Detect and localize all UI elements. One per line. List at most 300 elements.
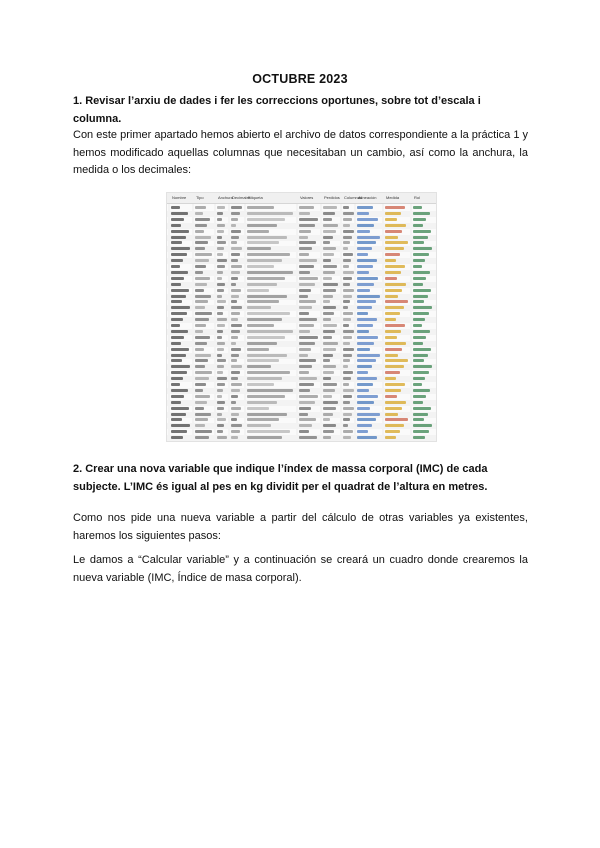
table-cell [231,218,238,221]
table-cell [357,318,377,321]
table-cell [247,407,269,410]
table-cell [247,247,271,250]
table-cell [357,253,368,256]
table-cell [217,336,222,339]
table-cell [217,401,225,404]
table-cell [247,401,277,404]
table-cell [247,342,277,345]
table-cell [247,324,274,327]
table-cell [323,295,333,298]
table-cell [171,265,180,268]
table-cell [171,324,180,327]
table-cell [217,407,224,410]
table-cell [247,230,269,233]
table-cell [195,413,211,416]
table-cell [217,318,227,321]
table-cell [323,271,335,274]
table-cell [357,330,369,333]
table-cell [247,206,274,209]
table-cell [385,436,396,439]
table-cell [195,436,209,439]
table-cell [323,212,335,215]
table-cell [231,300,237,303]
table-cell [299,401,315,404]
table-cell [195,401,207,404]
table-cell [171,342,181,345]
table-cell [231,336,238,339]
table-cell [247,289,269,292]
table-cell [343,336,352,339]
table-cell [299,224,315,227]
table-cell [231,265,242,268]
table-cell [247,330,293,333]
table-cell [343,407,354,410]
table-cell [171,312,187,315]
table-cell [385,253,400,256]
table-cell [231,430,240,433]
table-cell [385,371,400,374]
table-cell [195,289,204,292]
table-cell [171,271,188,274]
table-cell [231,359,237,362]
column-header: Valores [300,195,314,200]
table-cell [171,371,187,374]
table-cell [385,359,408,362]
table-cell [323,253,334,256]
table-cell [299,430,309,433]
table-cell [323,377,331,380]
table-cell [413,300,424,303]
table-cell [195,354,211,357]
table-cell [343,395,352,398]
table-cell [385,424,404,427]
table-cell [343,206,349,209]
table-cell [171,383,180,386]
column-header: Nombre [172,195,187,200]
table-cell [385,407,402,410]
table-cell [247,418,279,421]
table-cell [385,389,401,392]
table-cell [413,383,422,386]
page-title: OCTUBRE 2023 [252,72,348,86]
table-cell [217,295,222,298]
table-cell [343,247,348,250]
table-cell [247,295,287,298]
table-cell [195,395,210,398]
table-cell [413,424,432,427]
table-cell [299,300,316,303]
table-cell [323,389,335,392]
table-cell [217,348,224,351]
table-cell [413,330,430,333]
table-cell [413,354,428,357]
table-cell [323,365,336,368]
table-cell [413,295,428,298]
table-cell [231,230,241,233]
table-cell [299,306,312,309]
table-cell [195,389,203,392]
table-cell [323,371,334,374]
table-cell [231,224,236,227]
table-cell [195,283,207,286]
table-cell [231,418,237,421]
table-cell [217,253,223,256]
table-cell [299,407,311,410]
table-cell [247,236,287,239]
table-cell [217,359,226,362]
column-header: Decimales [232,195,251,200]
column-header: Etiqueta [248,195,263,200]
table-cell [299,206,314,209]
table-cell [171,336,184,339]
table-cell [413,407,431,410]
table-cell [195,371,212,374]
table-cell [195,383,206,386]
table-cell [195,295,211,298]
table-cell [247,224,277,227]
table-cell [171,401,181,404]
table-cell [171,359,182,362]
table-cell [357,324,373,327]
table-cell [299,265,314,268]
column-header: Tipo [196,195,204,200]
table-cell [217,389,223,392]
table-cell [385,318,396,321]
column-header: Medida [386,195,400,200]
table-cell [357,342,374,345]
table-cell [413,230,431,233]
table-cell [247,218,285,221]
table-cell [299,289,311,292]
table-cell [323,336,332,339]
table-cell [171,377,183,380]
table-cell [343,413,352,416]
table-row [167,435,436,441]
table-cell [247,318,282,321]
table-cell [343,312,353,315]
table-cell [171,277,184,280]
table-cell [171,413,186,416]
table-cell [385,300,408,303]
table-cell [247,265,274,268]
table-cell [247,430,290,433]
table-cell [247,359,279,362]
table-cell [247,395,285,398]
table-cell [357,436,377,439]
table-cell [343,289,354,292]
table-cell [231,371,240,374]
table-cell [171,253,187,256]
table-cell [323,306,336,309]
table-cell [247,365,271,368]
table-cell [171,283,181,286]
table-cell [171,318,183,321]
table-cell [357,336,378,339]
table-cell [323,218,332,221]
table-cell [299,389,310,392]
table-cell [299,330,310,333]
table-cell [343,224,350,227]
table-cell [357,300,376,303]
table-cell [171,407,189,410]
table-cell [343,265,349,268]
table-cell [413,259,425,262]
table-cell [195,236,211,239]
table-cell [299,359,316,362]
table-cell [413,318,425,321]
table-cell [323,342,338,345]
table-cell [247,271,293,274]
table-cell [357,312,368,315]
table-cell [195,324,206,327]
table-cell [385,295,398,298]
table-cell [357,271,369,274]
table-cell [231,259,238,262]
table-cell [323,401,338,404]
table-cell [413,359,424,362]
table-cell [413,348,431,351]
table-cell [357,413,380,416]
table-cell [247,259,282,262]
table-cell [247,413,287,416]
table-cell [195,330,203,333]
table-cell [195,312,212,315]
table-cell [217,300,226,303]
table-cell [323,277,332,280]
table-cell [195,230,204,233]
table-cell [343,418,350,421]
table-cell [357,365,372,368]
table-cell [231,283,236,286]
table-cell [323,224,338,227]
table-cell [247,336,285,339]
table-cell [343,354,352,357]
table-cell [195,306,205,309]
table-cell [343,283,350,286]
table-cell [231,277,238,280]
table-cell [385,312,400,315]
table-cell [299,212,310,215]
table-cell [217,330,223,333]
table-cell [323,312,334,315]
table-cell [357,377,377,380]
table-cell [247,377,282,380]
table-cell [385,289,402,292]
table-cell [217,354,222,357]
spreadsheet-header [167,193,436,204]
table-cell [413,212,430,215]
table-cell [195,206,206,209]
table-cell [385,283,406,286]
table-cell [217,383,225,386]
table-cell [385,365,404,368]
table-cell [171,395,184,398]
table-cell [299,259,317,262]
table-cell [217,306,224,309]
table-cell [357,401,374,404]
table-cell [247,371,290,374]
table-cell [413,336,426,339]
table-cell [195,377,209,380]
table-cell [299,383,314,386]
table-cell [357,247,372,250]
table-cell [299,295,308,298]
table-cell [217,342,225,345]
table-cell [217,241,226,244]
table-cell [247,277,285,280]
table-cell [171,295,186,298]
section-1-paragraph: Con este primer apartado hemos abierto el archivo de datos correspondiente a la práctica 1 y hemos modificado aquellas columnas que necesitaban un cambio, así como la anchura, la medida o los decimales: [73,129,528,176]
table-cell [385,271,401,274]
table-cell [385,265,405,268]
table-cell [385,383,405,386]
table-cell [357,236,380,239]
table-cell [385,241,408,244]
table-cell [343,212,354,215]
table-cell [171,289,189,292]
table-cell [195,224,207,227]
table-cell [299,348,311,351]
table-cell [385,277,397,280]
table-cell [413,236,428,239]
table-cell [231,407,241,410]
table-cell [217,265,225,268]
table-cell [323,436,331,439]
table-cell [195,247,205,250]
table-cell [413,289,431,292]
table-cell [231,206,242,209]
table-cell [323,300,330,303]
table-cell [231,295,239,298]
table-cell [171,218,184,221]
table-cell [343,401,350,404]
table-cell [217,365,224,368]
table-cell [195,342,207,345]
table-cell [299,218,318,221]
table-cell [217,224,225,227]
table-cell [413,247,432,250]
table-cell [231,312,240,315]
table-cell [323,318,331,321]
table-cell [343,241,350,244]
table-cell [357,418,376,421]
table-cell [171,348,189,351]
table-cell [247,300,279,303]
table-cell [343,253,353,256]
table-cell [299,413,308,416]
table-cell [217,377,227,380]
table-cell [247,424,271,427]
table-cell [299,271,310,274]
table-cell [323,324,337,327]
table-cell [231,354,239,357]
table-cell [343,342,350,345]
section-2-paragraph-1: Como nos pide una nueva variable a partir del cálculo de otras variables ya existentes, haremos los siguientes pasos: [73,512,528,542]
table-cell [195,253,212,256]
column-header: Anchura [218,195,233,200]
table-cell [231,241,237,244]
table-cell [299,342,315,345]
table-cell [231,236,239,239]
table-cell [195,418,208,421]
table-cell [323,236,333,239]
table-cell [231,318,238,321]
table-cell [357,348,370,351]
table-cell [231,377,238,380]
section-2-heading: 2. Crear una nova variable que indique l’índex de massa corporal (IMC) de cada subjecte. L’IMC és igual al pes en kg dividit per el quadrat de l’altura en metres. [73,463,488,493]
column-header: Perdidos [324,195,340,200]
table-cell [171,330,188,333]
table-cell [413,271,430,274]
table-cell [171,306,190,309]
table-cell [217,430,223,433]
table-cell [357,407,370,410]
section-1-heading: 1. Revisar l’arxiu de dades i fer les correccions oportunes, sobre tot d’escala i columna. [73,95,481,125]
table-cell [385,236,398,239]
table-cell [385,395,397,398]
column-header: Rol [414,195,421,200]
table-cell [385,224,406,227]
table-cell [357,265,373,268]
table-cell [231,306,242,309]
table-cell [385,218,397,221]
table-cell [195,424,205,427]
table-cell [231,289,241,292]
table-cell [247,306,271,309]
table-cell [357,259,377,262]
table-cell [247,241,279,244]
table-cell [343,230,354,233]
table-cell [299,241,316,244]
table-cell [357,295,380,298]
table-cell [231,383,242,386]
table-cell [357,359,376,362]
table-cell [299,436,317,439]
table-cell [299,247,312,250]
table-cell [299,336,318,339]
table-cell [357,430,368,433]
table-cell [357,306,372,309]
table-cell [413,277,426,280]
table-cell [323,241,330,244]
table-cell [385,418,408,421]
table-cell [343,295,352,298]
table-cell [385,401,406,404]
table-cell [171,212,188,215]
table-cell [343,300,350,303]
table-cell [343,271,354,274]
table-cell [413,312,429,315]
table-cell [413,371,429,374]
table-cell [231,271,240,274]
table-cell [217,218,222,221]
table-cell [323,330,335,333]
table-cell [299,253,309,256]
table-cell [413,430,429,433]
table-cell [217,289,224,292]
table-cell [413,206,422,209]
table-cell [343,424,348,427]
table-cell [357,371,368,374]
table-cell [231,424,242,427]
table-cell [343,324,349,327]
table-cell [357,230,370,233]
table-cell [385,348,402,351]
table-cell [343,377,351,380]
table-cell [343,330,354,333]
table-cell [323,289,336,292]
table-cell [357,424,372,427]
